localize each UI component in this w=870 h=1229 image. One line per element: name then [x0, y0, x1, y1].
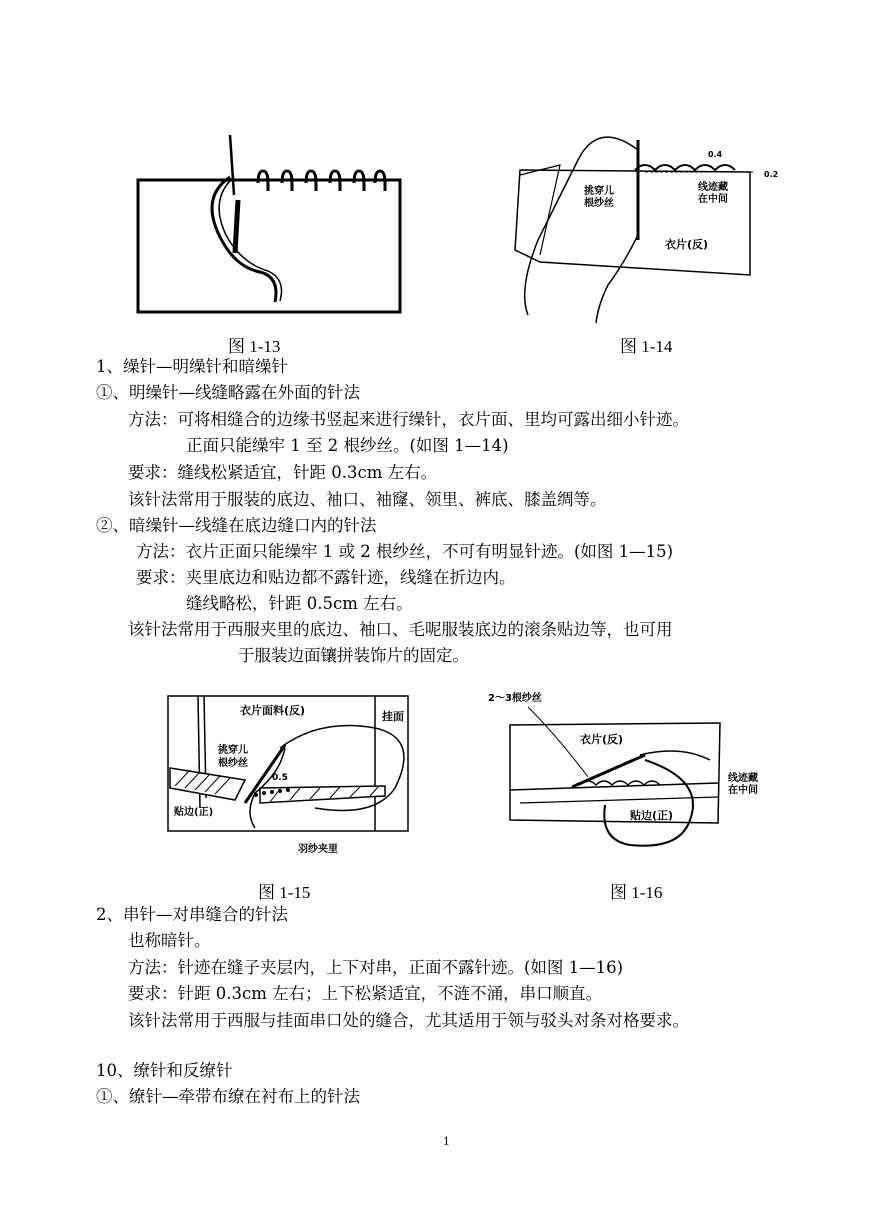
text-line: 该针法常用于服装的底边、袖口、袖窿、领里、裤底、膝盖绸等。 [128, 490, 607, 509]
figure-1-13-caption: 图 1-13 [228, 337, 281, 356]
text-line: ②、暗缲针—线缝在底边缝口内的针法 [96, 516, 377, 535]
fig16-hem-label: 贴边(正) [630, 809, 674, 822]
text-line: 也称暗针。 [128, 931, 211, 950]
text-line: 1、缲针—明缲针和暗缲针 [96, 357, 288, 376]
fig15-lining-label: 羽纱夹里 [298, 844, 338, 855]
text-line: 缝线略松，针距 0.5cm 左右。 [186, 594, 413, 613]
fig14-garment-label: 衣片(反) [665, 238, 709, 251]
fig15-fabric-label: 衣片面料(反) [240, 704, 306, 717]
page-number: 1 [443, 1133, 450, 1148]
fig16-trace-label-2: 在中间 [728, 785, 758, 796]
text-line: ①、缭针—牵带布缭在衬布上的针法 [96, 1087, 360, 1106]
text-line: 要求：针距 0.3cm 左右；上下松紧适宜，不涟不涌，串口顺直。 [128, 984, 603, 1003]
fig16-garment-label: 衣片(反) [580, 733, 624, 746]
fig15-facing-label: 挂面 [382, 710, 404, 723]
text-line: 该针法常用于西服夹里的底边、袖口、毛呢服装底边的滚条贴边等，也可用 [128, 620, 673, 639]
fig14-pick-label-1: 挑穿儿 [584, 186, 614, 197]
fig14-trace-label-1: 线迹藏 [698, 182, 728, 193]
fig14-trace-label-2: 在中间 [698, 194, 728, 205]
text-line: 10、缭针和反缭针 [96, 1061, 233, 1080]
figure-1-15 [160, 688, 415, 860]
text-line: ①、明缲针—线缝略露在外面的针法 [96, 383, 360, 402]
fig14-dim-04: 0.4 [708, 150, 723, 159]
fig15-hem-label: 贴边(正) [174, 807, 214, 818]
fig16-threads-label: 2～3根纱丝 [488, 693, 542, 704]
fig16-trace-label-1: 线迹藏 [728, 773, 758, 784]
fig15-pick-label-2: 根纱丝 [218, 758, 248, 769]
text-line: 方法：针迹在缝子夹层内，上下对串，正面不露针迹。(如图 1—16) [128, 958, 624, 977]
fig15-dim-label: 0.5 [272, 773, 288, 783]
fig14-dim-02: 0.2 [764, 170, 779, 179]
figure-1-14 [500, 130, 785, 325]
text-line: 要求：缝线松紧适宜，针距 0.3cm 左右。 [128, 463, 438, 482]
figure-1-15-caption: 图 1-15 [258, 883, 311, 902]
figure-1-16-caption: 图 1-16 [610, 883, 663, 902]
figure-1-14-caption: 图 1-14 [620, 337, 673, 356]
text-line: 于服装边面镶拼装饰片的固定。 [238, 646, 469, 665]
figure-1-13 [130, 125, 410, 320]
text-line: 方法：可将相缝合的边缘书竖起来进行缲针，衣片面、里均可露出细小针迹。 [128, 410, 689, 429]
text-line: 该针法常用于西服与挂面串口处的缝合，尤其适用于领与驳头对条对格要求。 [128, 1011, 689, 1030]
text-line: 正面只能缲牢 1 至 2 根纱丝。(如图 1—14) [186, 436, 509, 455]
text-line: 2、串针—对串缝合的针法 [96, 905, 288, 924]
fig15-pick-label-1: 挑穿儿 [218, 745, 248, 756]
figure-1-16 [480, 685, 770, 860]
text-line: 方法：衣片正面只能缲牢 1 或 2 根纱丝，不可有明显针迹。(如图 1—15) [136, 542, 674, 561]
fig14-pick-label-2: 根纱丝 [584, 198, 614, 209]
text-line: 要求：夹里底边和贴边都不露针迹，线缝在折边内。 [136, 568, 516, 587]
